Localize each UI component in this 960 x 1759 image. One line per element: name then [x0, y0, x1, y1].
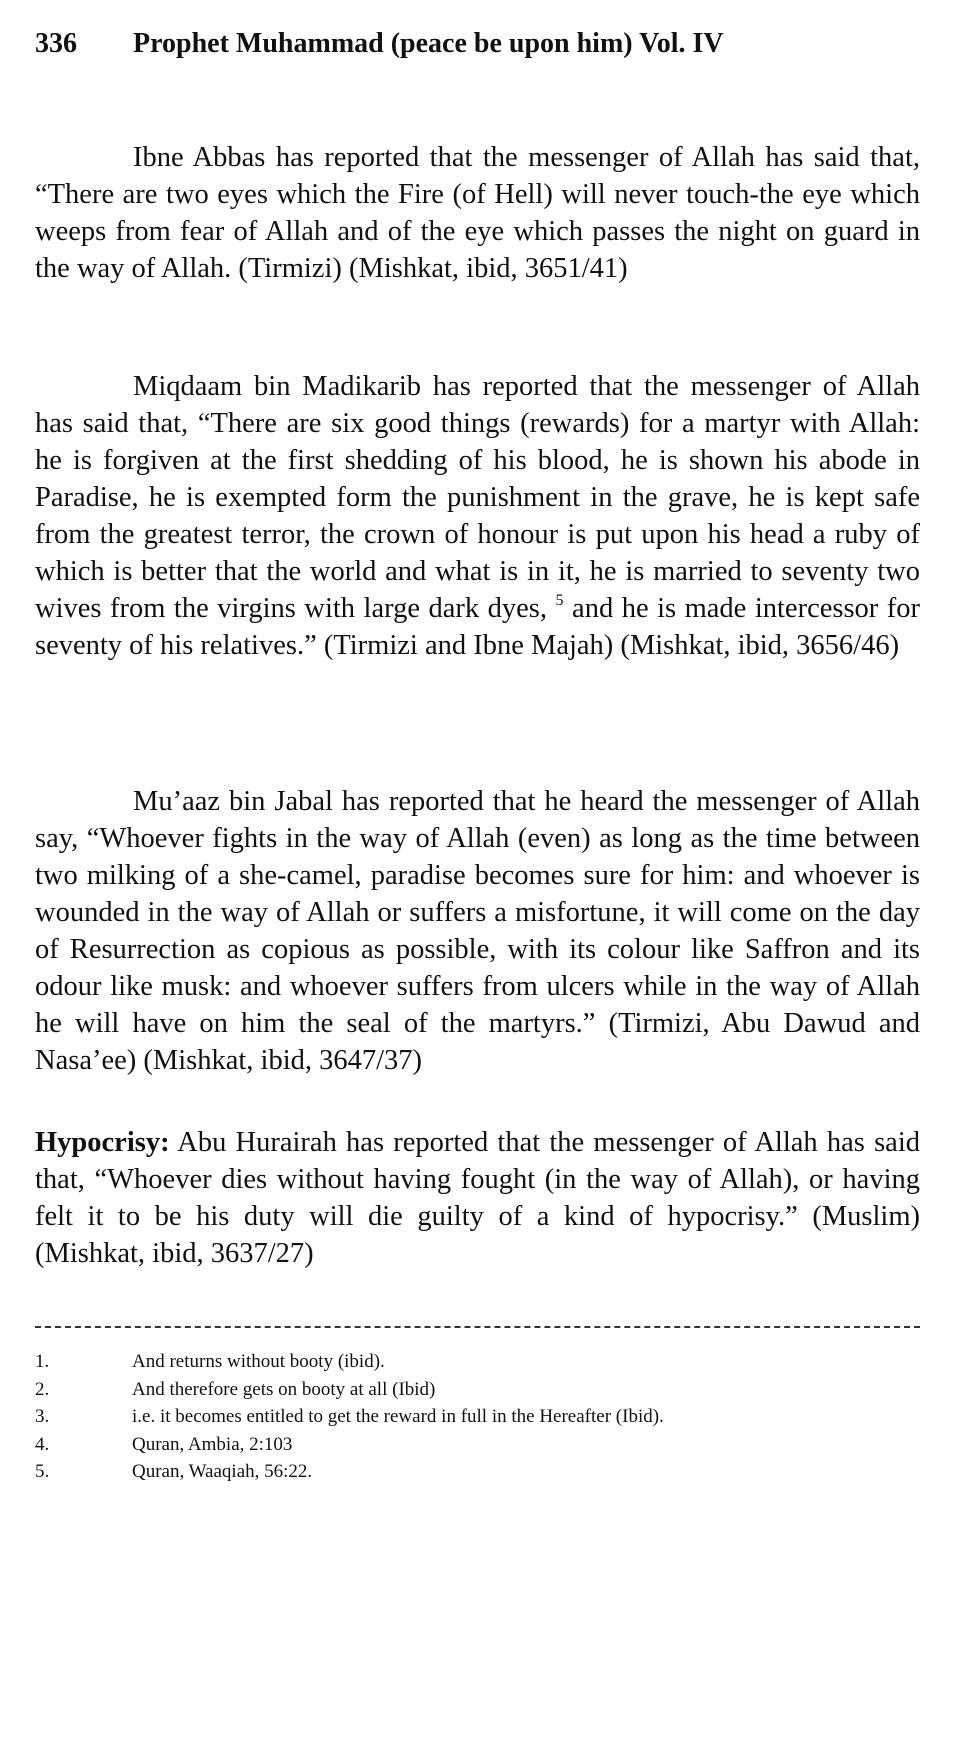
- page-number: 336: [35, 28, 77, 59]
- footnote-text: Quran, Ambia, 2:103: [132, 1433, 293, 1455]
- footnote-item: [35, 1348, 920, 1376]
- footnote-item: [35, 1431, 920, 1459]
- footnote-number: 1.: [35, 1351, 50, 1372]
- running-title: Prophet Muhammad (peace be upon him) Vol. IV: [133, 28, 724, 59]
- paragraph-muaaz: Mu’aaz bin Jabal has reported that he heard the messenger of Allah say, “Whoever fights in the way of Allah (even) as long as the time between two milking of a she-camel, paradise becomes sure for him: and whoever is wounded in the way of Allah or suffers a misfortune, it will come on the day of Resurrection as copious as possible, with its colour like Saffron and its odour like musk: and whoever suffers from ulcers while in the way of Allah he will have on him the seal of the martyrs.” (Tirmizi, Abu Dawud and Nasa’ee) (Mishkat, ibid, 3647/37): [35, 786, 920, 1076]
- footnote-number: 4.: [35, 1433, 50, 1455]
- footnote-text: And therefore gets on booty at all (Ibid): [132, 1378, 436, 1400]
- footnote-number: 3.: [35, 1406, 50, 1427]
- footnote-reference: 5: [555, 592, 564, 609]
- footnote-item: [35, 1458, 920, 1486]
- paragraph-text: Abu Hurairah has reported that the messenger of Allah has said that, “Whoever dies without having fought (in the way of Allah), or having felt it to be his duty will die guilty of a kind of hypocrisy.” (Muslim) (Mishkat, ibid, 3637/27): [35, 1127, 920, 1269]
- footnote-item: [35, 1403, 920, 1431]
- paragraph-text: Miqdaam bin Madikarib has reported that the messenger of Allah has said that, “There are six good things (rewards) for a martyr with Allah: he is forgiven at the first shedding of his blood, he is shown his abode in Paradise, he is exempted form the punishment in the grave, he is kept safe from the greatest terror, the crown of honour is put upon his head a ruby of which is better that the world and what is in it, he is married to seventy two wives from the virgins with large dark dyes,: [35, 371, 920, 624]
- footnotes: [35, 1348, 920, 1486]
- footnote-item: [35, 1376, 920, 1404]
- footnote-text: Quran, Waaqiah, 56:22.: [132, 1461, 313, 1482]
- footnote-text: i.e. it becomes entitled to get the reward in full in the Hereafter (Ibid).: [132, 1406, 664, 1427]
- footnote-text: And returns without booty (ibid).: [132, 1351, 385, 1372]
- section-label: Hypocrisy:: [35, 1127, 170, 1158]
- footnote-number: 2.: [35, 1378, 50, 1400]
- footnote-separator: [35, 1326, 920, 1328]
- paragraph-ibne-abbas: Ibne Abbas has reported that the messenger of Allah has said that, “There are two eyes which the Fire (of Hell) will never touch-the eye which weeps from fear of Allah and of the eye which passes the night on guard in the way of Allah. (Tirmizi) (Mishkat, ibid, 3651/41): [35, 142, 920, 284]
- paragraph-miqdaam: [35, 368, 920, 664]
- page-header: [35, 24, 724, 64]
- paragraph-text: and he is made intercessor for seventy of his relatives.” (Tirmizi and Ibne Majah) (Mishkat, ibid, 3656/46): [35, 593, 921, 661]
- footnote-number: 5.: [35, 1461, 50, 1482]
- paragraph-hypocrisy: [35, 1124, 920, 1272]
